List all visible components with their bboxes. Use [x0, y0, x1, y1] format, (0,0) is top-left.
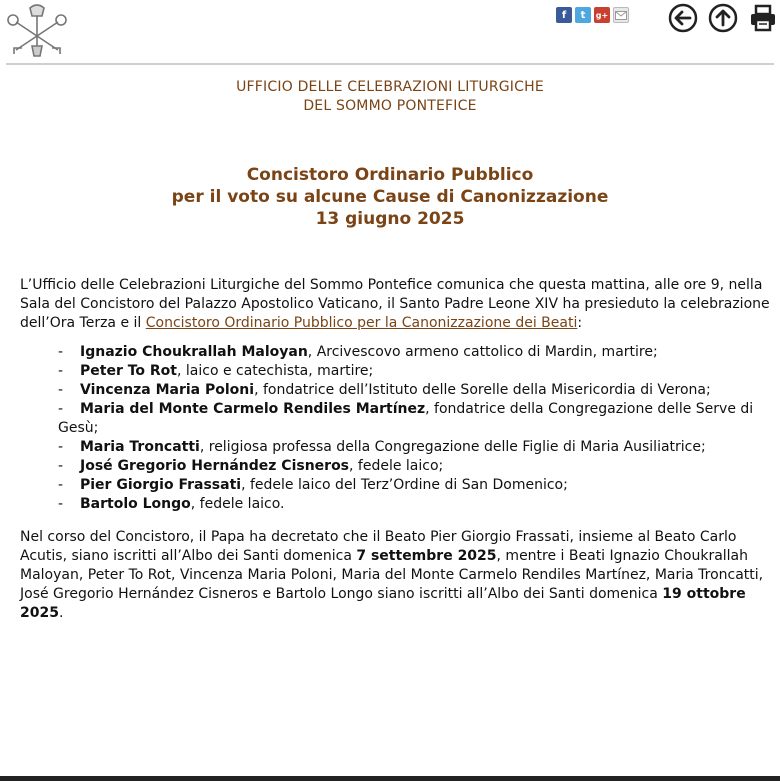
closing-paragraph — [20, 528, 772, 623]
google-plus-icon[interactable]: g+ — [594, 7, 610, 23]
list-dash: - — [58, 344, 64, 360]
closing-text-3: . — [58, 605, 64, 621]
list-item — [58, 457, 772, 476]
header-divider — [6, 63, 774, 65]
office-heading — [0, 78, 780, 116]
bottom-edge — [0, 776, 780, 781]
consistory-link[interactable]: Concistoro Ordinario Pubblico per la Canonizzazione dei Beati — [145, 315, 578, 331]
list-item — [58, 476, 772, 495]
intro-end: : — [577, 315, 583, 331]
beato-description: , fedele laico. — [190, 496, 285, 512]
office-line-1: UFFICIO DELLE CELEBRAZIONI LITURGICHE — [236, 79, 544, 95]
title-line-2: per il voto su alcune Cause di Canonizzazione — [171, 187, 609, 207]
article-body — [20, 276, 772, 623]
list-dash: - — [58, 401, 64, 417]
mail-icon[interactable] — [613, 7, 629, 23]
beato-name: Peter To Rot — [80, 363, 177, 379]
papal-keys-emblem-icon — [4, 2, 70, 58]
list-item — [58, 438, 772, 457]
twitter-icon[interactable]: t — [575, 7, 591, 23]
list-dash: - — [58, 439, 64, 455]
beati-list — [58, 343, 772, 514]
title-date: 13 giugno 2025 — [315, 209, 465, 229]
list-item — [58, 362, 772, 381]
beato-description: , fedele laico; — [349, 458, 444, 474]
page-title — [0, 164, 780, 230]
canonization-date-1: 7 settembre 2025 — [356, 548, 497, 564]
beato-name: Ignazio Choukrallah Maloyan — [80, 344, 308, 360]
canonization-date-2: 19 ottobre 2025 — [20, 586, 746, 621]
social-share-bar — [556, 7, 629, 23]
beato-name: José Gregorio Hernández Cisneros — [80, 458, 350, 474]
beato-name: Pier Giorgio Frassati — [80, 477, 242, 493]
list-item — [58, 343, 772, 362]
page-nav-icons — [668, 3, 778, 33]
beato-description: , fondatrice dell’Istituto delle Sorelle della Misericordia di Verona; — [254, 382, 711, 398]
beato-description: , religiosa professa della Congregazione delle Figlie di Maria Ausiliatrice; — [199, 439, 706, 455]
intro-paragraph — [20, 276, 772, 333]
closing-text-2: , mentre i Beati Ignazio Choukrallah Maloyan, Peter To Rot, Vincenza Maria Poloni, Maria del Monte Carmelo Rendiles Martínez, Maria Troncatti, José Gregorio Hernández Cisneros e Bartolo Longo siano iscritti all’Albo dei Santi domenica — [20, 548, 764, 602]
back-arrow-icon[interactable] — [668, 3, 698, 33]
list-item — [58, 381, 772, 400]
up-arrow-icon[interactable] — [708, 3, 738, 33]
facebook-icon[interactable]: f — [556, 7, 572, 23]
list-dash: - — [58, 496, 64, 512]
beato-description: , fedele laico del Terz’Ordine di San Domenico; — [241, 477, 568, 493]
list-dash: - — [58, 477, 64, 493]
header-bar — [0, 0, 780, 64]
list-dash: - — [58, 382, 64, 398]
beato-description: , laico e catechista, martire; — [177, 363, 374, 379]
list-item — [58, 495, 772, 514]
closing-text-1: Nel corso del Concistoro, il Papa ha decretato che il Beato Pier Giorgio Frassati, insieme al Beato Carlo Acutis, siano iscritti all’Albo dei Santi domenica — [20, 529, 737, 564]
intro-text: L’Ufficio delle Celebrazioni Liturgiche del Sommo Pontefice comunica che questa mattina, alle ore 9, nella Sala del Concistoro del Palazzo Apostolico Vaticano, il Santo Padre Leone XIV ha presieduto la celebrazione dell’Ora Terza e il — [20, 277, 770, 331]
print-icon[interactable] — [748, 3, 778, 33]
list-dash: - — [58, 363, 64, 379]
title-line-1: Concistoro Ordinario Pubblico — [246, 165, 534, 185]
office-line-2: DEL SOMMO PONTEFICE — [303, 98, 477, 114]
beato-description: , fondatrice della Congregazione delle Serve di Gesù; — [58, 401, 754, 436]
beato-name: Maria del Monte Carmelo Rendiles Martínez — [80, 401, 426, 417]
beato-name: Vincenza Maria Poloni — [80, 382, 255, 398]
beato-name: Maria Troncatti — [80, 439, 200, 455]
beato-name: Bartolo Longo — [80, 496, 191, 512]
beato-description: , Arcivescovo armeno cattolico di Mardin, martire; — [307, 344, 658, 360]
list-item — [58, 400, 772, 438]
list-dash: - — [58, 458, 64, 474]
